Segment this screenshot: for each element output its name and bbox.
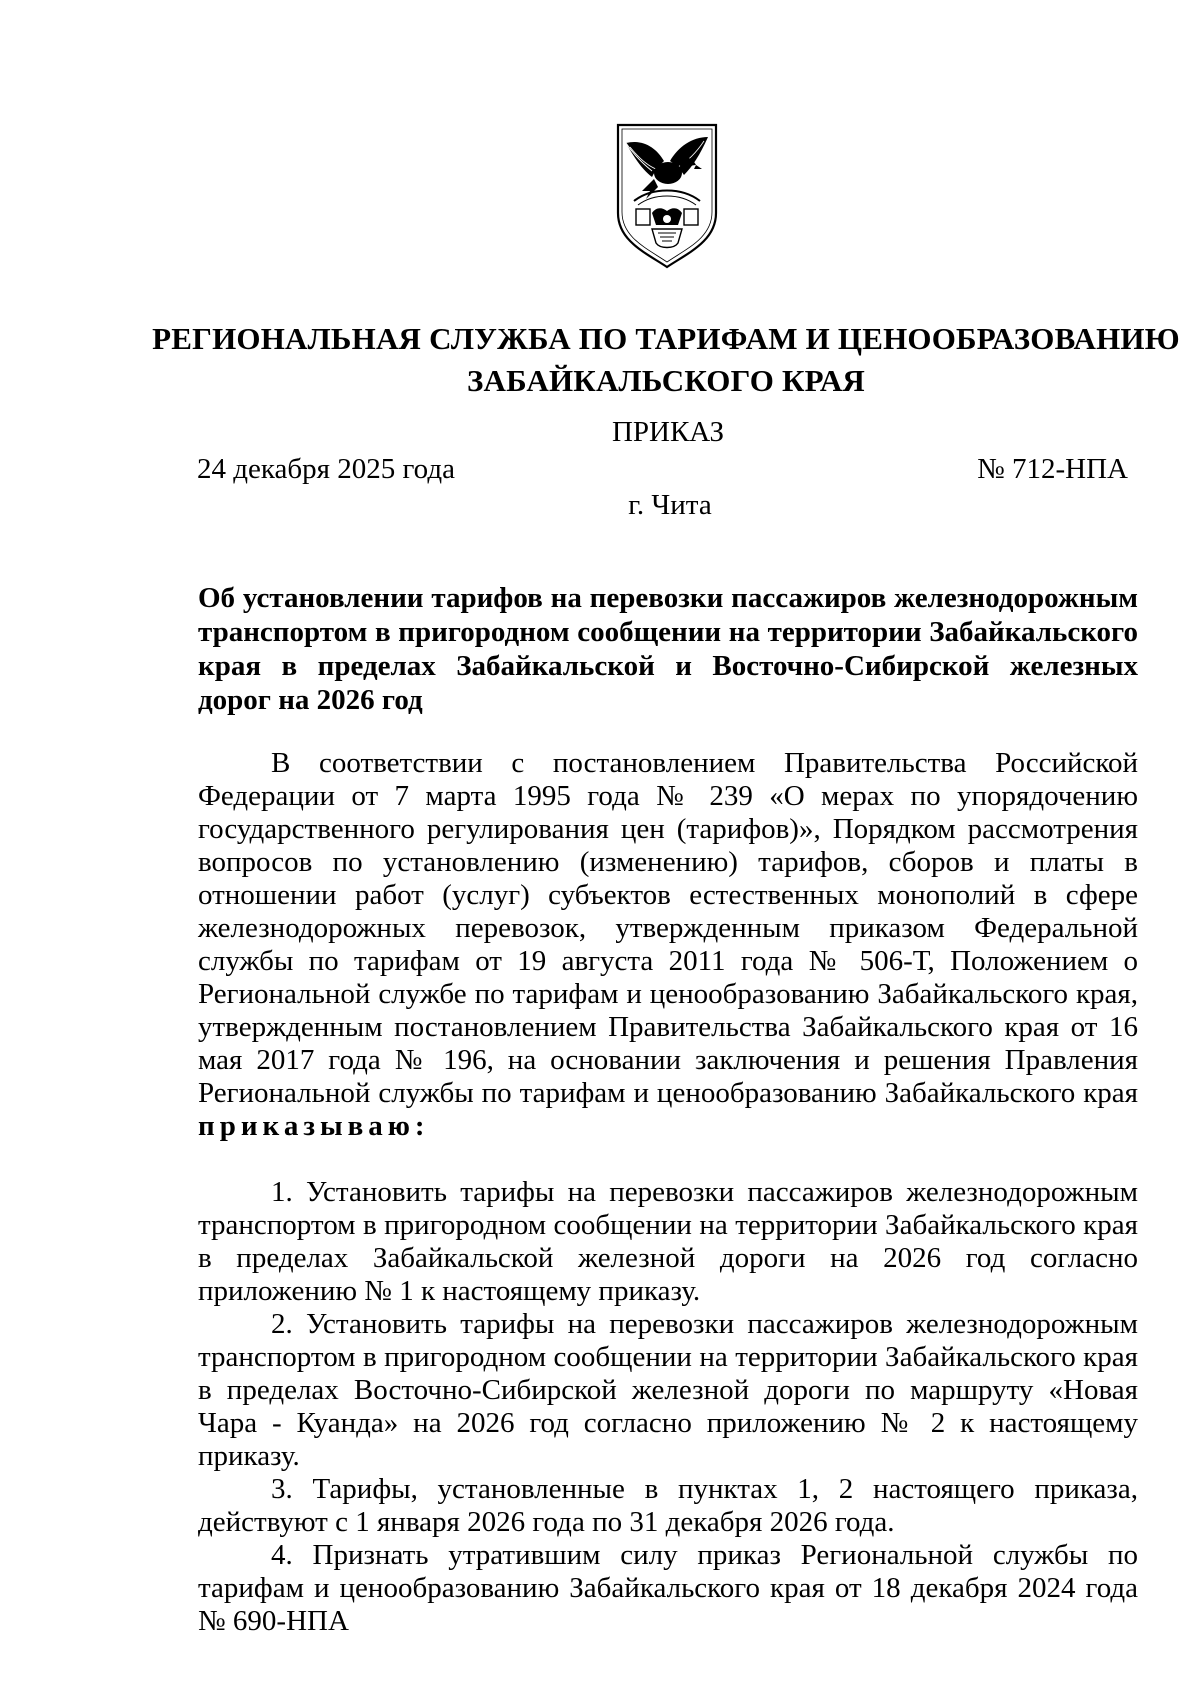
decree-word: приказываю: — [198, 1110, 430, 1142]
organization-title: РЕГИОНАЛЬНАЯ СЛУЖБА ПО ТАРИФАМ И ЦЕНООБРАЗОВАНИЮ ЗАБАЙКАЛЬСКОГО КРАЯ — [152, 321, 1180, 398]
document-number: № 712-НПА — [977, 453, 1128, 485]
coat-of-arms-icon — [612, 121, 722, 271]
list-item: 1. Установить тарифы на перевозки пассажиров железнодорожным транспортом в пригородном сообщении на территории Забайкальского края в пределах Забайкальской железной дороги на 2026 год согласно приложению № 1 к настоящему приказу. — [198, 1176, 1138, 1307]
document-subject: Об установлении тарифов на перевозки пассажиров железнодорожным транспортом в пригородном сообщении на территории Забайкальского края в пределах Забайкальской и Восточно-Сибирской железных дорог на 2026 год — [198, 582, 1138, 716]
document-city: г. Чита — [628, 489, 712, 521]
preamble-paragraph — [198, 747, 1138, 1143]
document-body — [198, 747, 1138, 1638]
preamble-text: В соответствии с постановлением Правительства Российской Федерации от 7 марта 1995 года № 239 «О мерах по упорядочению государственного регулирования цен (тарифов)», Порядком рассмотрения вопросов по установлению (изменению) тарифов, сборов и платы в отношении работ (услуг) субъектов естественных монополий в сфере железнодорожных перевозок, утвержденным приказом Федеральной службы по тарифам от 19 августа 2011 года № 506-Т, Положением о Региональной службе по тарифам и ценообразованию Забайкальского края, утвержденным постановлением Правительства Забайкальского края от 16 мая 2017 года № 196, на основании заключения и решения Правления Региональной службы по тарифам и ценообразованию Забайкальского края — [198, 747, 1138, 1109]
list-item: 4. Признать утратившим силу приказ Региональной службы по тарифам и ценообразованию Забайкальского края от 18 декабря 2024 года № 690-НПА — [198, 1539, 1138, 1637]
list-item: 2. Установить тарифы на перевозки пассажиров железнодорожным транспортом в пригородном сообщении на территории Забайкальского края в пределах Восточно-Сибирской железной дороги по маршруту «Новая Чара - Куанда» на 2026 год согласно приложению № 2 к настоящему приказу. — [198, 1308, 1138, 1472]
document-date: 24 декабря 2025 года — [197, 453, 455, 485]
list-item: 3. Тарифы, установленные в пунктах 1, 2 настоящего приказа, действуют с 1 января 2026 года по 31 декабря 2026 года. — [198, 1473, 1138, 1538]
document-type: ПРИКАЗ — [611, 416, 725, 448]
